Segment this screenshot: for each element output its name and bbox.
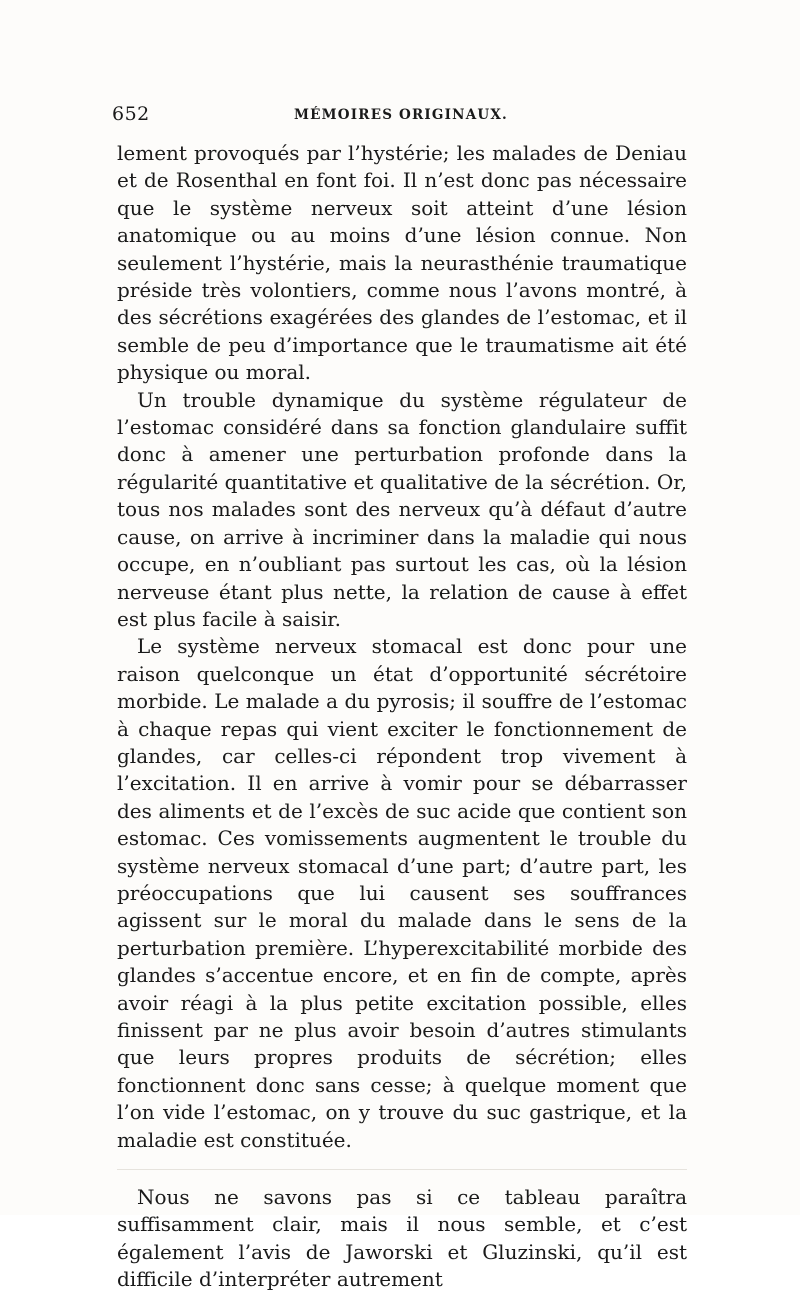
running-head [112, 103, 690, 129]
paragraph: Nous ne savons pas si ce tableau paraîtra suffisamment clair, mais il nous semble, et c’est également l’avis de Jaworski et Gluzinski, qu’il est difficile d’interpréter autrement [117, 1185, 687, 1292]
paragraph: Un trouble dynamique du système régulateur de l’estomac considéré dans sa fonction glandulaire suffit donc à amener une perturbation profonde dans la régularité quantitative et qualitative de la sécrétion. Or, tous nos malades sont des nerveux qu’à défaut d’autre cause, on arrive à incriminer dans la maladie qui nous occupe, en n’oubliant pas surtout les cas, où la lésion nerveuse étant plus nette, la relation de cause à effet est plus facile à saisir. [117, 387, 687, 631]
body-text [117, 140, 687, 1294]
section-divider [117, 1169, 687, 1170]
running-title: MÉMOIRES ORIGINAUX. [294, 107, 508, 123]
paragraph-continuation: lement provoqués par l’hystérie; les malades de Deniau et de Rosenthal en font foi. Il n’est donc pas nécessaire que le système nerveux soit atteint d’une lésion anatomique ou au moins d’une lésion connue. Non seulement l’hystérie, mais la neurasthénie traumatique préside très volontiers, comme nous l’avons montré, à des sécrétions exagérées des glandes de l’estomac, et il semble de peu d’importance que le traumatisme ait été physique ou moral. [117, 141, 687, 385]
paragraph: Le système nerveux stomacal est donc pour une raison quelconque un état d’opportunité sécrétoire morbide. Le malade a du pyrosis; il souffre de l’estomac à chaque repas qui vient exciter le fonctionnement de glandes, car celles-ci répondent trop vivement à l’excitation. Il en arrive à vomir pour se débarrasser des aliments et de l’excès de suc acide que contient son estomac. Ces vomissements augmentent le trouble du système nerveux stomacal d’une part; d’autre part, les préoccupations que lui causent ses souffrances agissent sur le moral du malade dans le sens de la perturbation première. L’hyperexcitabilité morbide des glandes s’accentue encore, et en fin de compte, après avoir réagi à la plus petite excitation possible, elles finissent par ne plus avoir besoin d’autres stimulants que leurs propres produits de sécrétion; elles fonctionnent donc sans cesse; à quelque moment que l’on vide l’estomac, on y trouve du suc gastrique, et la maladie est constituée. [117, 634, 687, 1152]
page-number: 652 [112, 103, 150, 125]
